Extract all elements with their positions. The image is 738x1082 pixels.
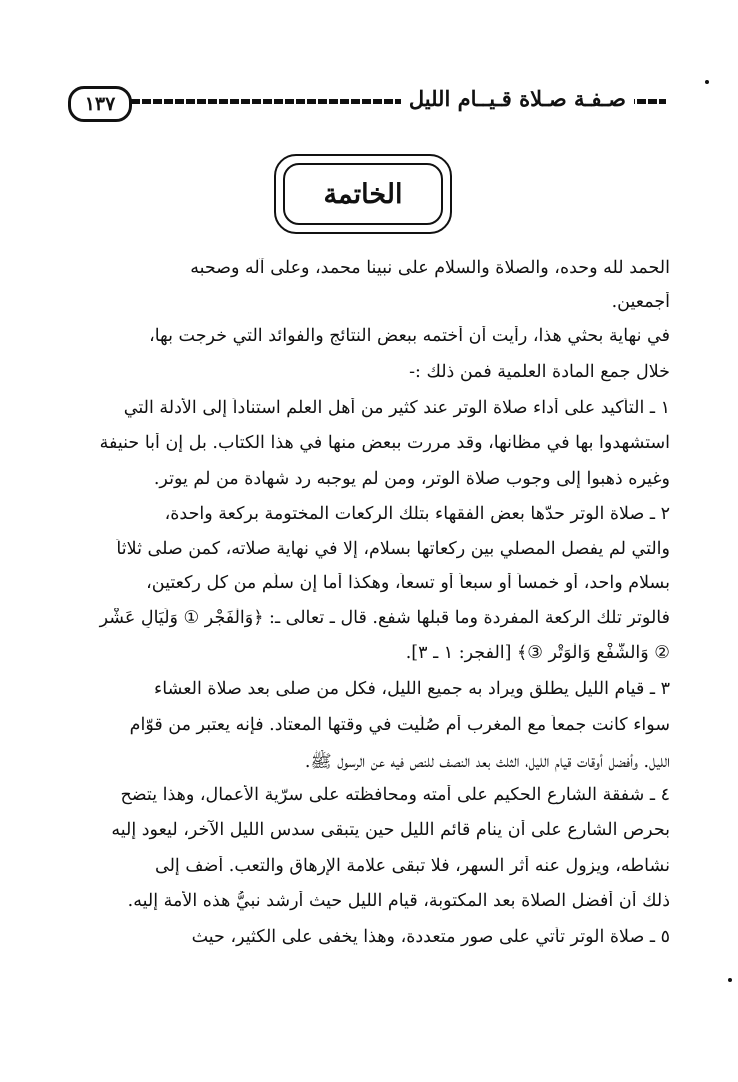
text-line: ٣ ـ قيام الليل يطلق ويراد به جميع الليل، فكل من صلى بعد صلاة العشاء (154, 679, 670, 699)
chapter-title-frame (274, 154, 452, 234)
text-line: فالوتر تلك الركعة المفردة وما قبلها شفع. قال ـ تعالى ـ: ﴿وَالْفَجْرِ ① وَلَيَالٍ عَشْرٍ (99, 608, 670, 628)
text-line: الليل. وأفضل أوقات قيام الليل، الثلث بعد النصف للنص فيه عن الرسول ﷺ. (304, 752, 670, 772)
page-number: ١٣٧ (68, 86, 132, 122)
text-line: ٥ ـ صلاة الوتر تأتي على صور متعددة، وهذا يخفى على الكثير، حيث (191, 927, 670, 947)
running-header (62, 82, 672, 122)
chapter-title: الخاتمة (283, 163, 443, 225)
text-line: والتي لم يفصل المصلي بين ركعاتها بسلام، إلا في نهاية صلاته، كمن صلى ثلاثاً (116, 539, 670, 559)
text-line: ذلك أن أفضل الصلاة بعد المكتوبة، قيام الليل حيث أرشد نبيُّ هذه الأمة إليه. (127, 891, 670, 911)
text-line: بحرص الشارع على أن ينام قائم الليل حين يتبقى سدس الليل الآخر، ليعود إليه (111, 820, 670, 840)
text-line: أجمعين. (611, 292, 670, 312)
text-line: استشهدوا بها في مظانها، وقد مررت ببعض منها في هذا الكتاب. بل إن أبا حنيفة (99, 433, 670, 453)
text-line: نشاطه، ويزول عنه أثر السهر، فلا تبقى علامة الإرهاق والتعب. أضف إلى (155, 856, 670, 876)
text-line: في نهاية بحثي هذا، رأيت أن أختمه ببعض النتائج والفوائد التي خرجت بها، (149, 326, 670, 346)
text-line: ٢ ـ صلاة الوتر حدّها بعض الفقهاء بتلك الركعات المختومة بركعة واحدة، (164, 504, 670, 524)
scan-speck (705, 80, 709, 84)
running-title: صـفـة صـلاة قـيــام الليل (401, 86, 634, 111)
text-line: وغيره ذهبوا إلى وجوب صلاة الوتر، ومن لم يوجبه رد شهادة من لم يوتر. (153, 469, 670, 489)
text-line: سواء كانت جمعاً مع المغرب أم صُلّيت في وقتها المعتاد. فإنه يعتبر من قوّام (129, 715, 670, 735)
text-line: ٤ ـ شفقة الشارع الحكيم على أمته ومحافظته على سرّية الأعمال، وهذا يتضح (120, 785, 670, 805)
scan-speck (728, 978, 732, 982)
text-line: بسلام واحد، أو خمساً أو سبعاً أو تسعاً، وهكذا أما إن سلّم من كل ركعتين، (146, 573, 670, 593)
text-line: ② وَالشَّفْعِ وَالْوَتْرِ ③﴾ [الفجر: ١ ـ ٣]. (405, 643, 670, 663)
text-line: الحمد لله وحده، والصلاة والسلام على نبينا محمد، وعلى آله وصحبه (190, 258, 670, 278)
text-line: خلال جمع المادة العلمية فمن ذلك :- (409, 362, 670, 382)
text-line: ١ ـ التأكيد على أداء صلاة الوتر عند كثير من أهل العلم استناداً إلى الأدلة التي (123, 398, 670, 418)
